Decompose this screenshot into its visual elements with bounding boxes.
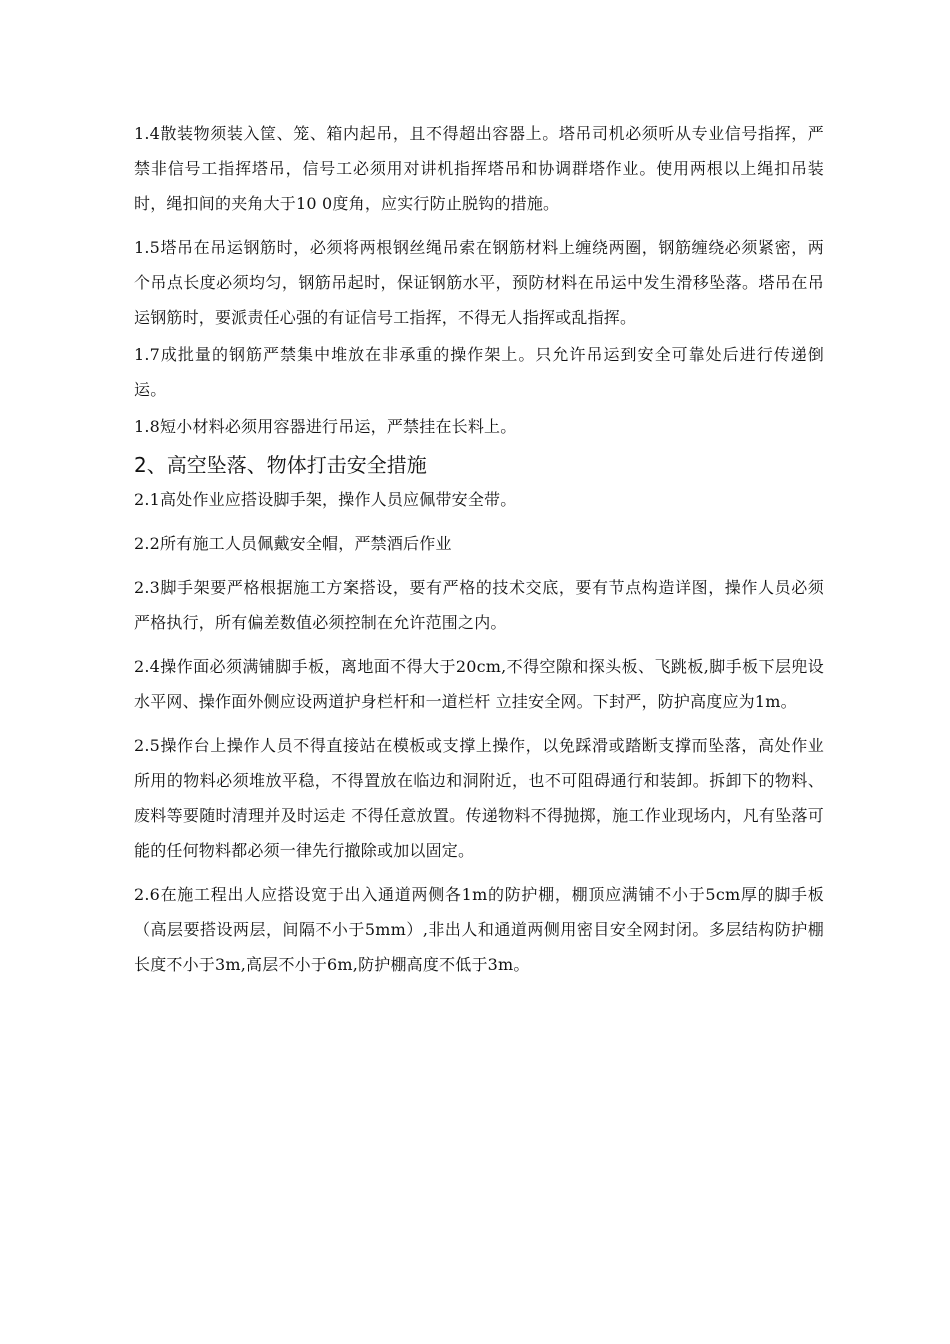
paragraph-2-5: 2.5操作台上操作人员不得直接站在模板或支撑上操作，以免踩滑或踏断支撑而坠落，高处作业所用的物料必须堆放平稳，不得置放在临边和洞附近，也不可阻碍通行和装卸。拆卸下的物料、废料等要随时清理并及时运走 不得任意放置。传递物料不得抛掷，施工作业现场内，凡有坠落可能的任何物料都必须一律先行撤除或加以固定。 — [134, 736, 824, 860]
paragraph-1-8: 1.8短小材料必须用容器进行吊运，严禁挂在长料上。 — [134, 417, 517, 436]
paragraph-1-4: 1.4散装物须装入筐、笼、箱内起吊，且不得超出容器上。塔吊司机必须听从专业信号指挥，严禁非信号工指挥塔吊，信号工必须用对讲机指挥塔吊和协调群塔作业。使用两根以上绳扣吊装时，绳扣间的夹角大于10 0度角，应实行防止脱钩的措施。 — [134, 124, 824, 213]
paragraph-1-5: 1.5塔吊在吊运钢筋时，必须将两根钢丝绳吊索在钢筋材料上缠绕两圈，钢筋缠绕必须紧密，两个吊点长度必须均匀，钢筋吊起时，保证钢筋水平，预防材料在吊运中发生滑移坠落。塔吊在吊运钢筋时，要派责任心强的有证信号工指挥，不得无人指挥或乱指挥。 — [134, 238, 824, 327]
paragraph-1-7: 1.7成批量的钢筋严禁集中堆放在非承重的操作架上。只允许吊运到安全可靠处后进行传递倒运。 — [134, 345, 824, 399]
document-page — [134, 116, 824, 982]
paragraph-2-4: 2.4操作面必须满铺脚手板，离地面不得大于20cm,不得空隙和探头板、飞跳板,脚手板下层兜设水平网、操作面外侧应设两道护身栏杆和一道栏杆 立挂安全网。下封严，防护高度应为1m。 — [134, 657, 824, 711]
section-heading-2: 2、高空坠落、物体打击安全措施 — [134, 453, 427, 477]
paragraph-2-2: 2.2所有施工人员佩戴安全帽，严禁酒后作业 — [134, 534, 452, 553]
paragraph-2-1: 2.1高处作业应搭设脚手架，操作人员应佩带安全带。 — [134, 490, 517, 509]
paragraph-2-6: 2.6在施工程出人应搭设宽于出入通道两侧各1m的防护棚，棚顶应满铺不小于5cm厚的脚手板（高层要搭设两层，间隔不小于5mm）,非出人和通道两侧用密目安全网封闭。多层结构防护棚长度不小于3m,高层不小于6m,防护棚高度不低于3m。 — [134, 885, 824, 974]
paragraph-2-3: 2.3脚手架要严格根据施工方案搭设，要有严格的技术交底，要有节点构造详图，操作人员必须严格执行，所有偏差数值必须控制在允许范围之内。 — [134, 578, 824, 632]
